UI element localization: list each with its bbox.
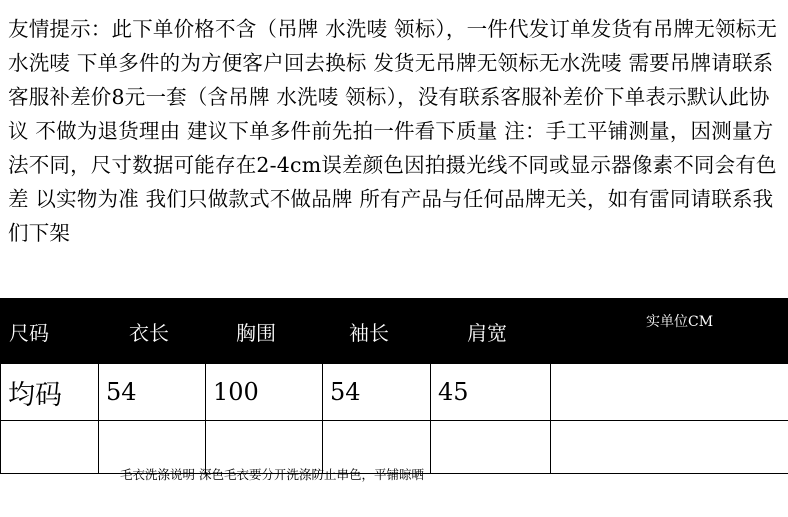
header-sleeve: 袖长 xyxy=(323,299,431,364)
size-table-header xyxy=(1,299,788,364)
cell-length: 54 xyxy=(99,364,206,421)
cell-sleeve: 54 xyxy=(323,364,431,421)
cell-unit xyxy=(551,364,788,421)
header-length: 衣长 xyxy=(99,299,206,364)
cell-empty xyxy=(1,421,99,474)
header-chest: 胸围 xyxy=(206,299,323,364)
table-row xyxy=(1,364,788,421)
cell-empty xyxy=(431,421,551,474)
cell-size: 均码 xyxy=(1,364,99,421)
cell-chest: 100 xyxy=(206,364,323,421)
notice-text: 友情提示：此下单价格不含（吊牌 水洗唛 领标），一件代发订单发货有吊牌无领标无水洗唛 下单多件的为方便客户回去换标 发货无吊牌无领标无水洗唛 需要吊牌请联系客服补差价8元一套（含吊牌 水洗唛 领标），没有联系客服补差价下单表示默认此协议 不做为退货理由 建议下单多件前先拍一件看下质量 注：手工平铺测量，因测量方法不同，尺寸数据可能存在2-4cm误差颜色因拍摄光线不同或显示器像素不同会有色差 以实物为准 我们只做款式不做品牌 所有产品与任何品牌无关，如有雷同请联系我们下架 xyxy=(8,17,778,245)
header-size: 尺码 xyxy=(1,299,99,364)
cell-shoulder: 45 xyxy=(431,364,551,421)
header-shoulder: 肩宽 xyxy=(431,299,551,364)
cell-empty xyxy=(551,421,788,474)
size-table xyxy=(0,298,788,474)
header-unit: 实单位CM xyxy=(551,299,788,364)
wash-instructions: 毛衣洗涤说明 深色毛衣要分开洗涤防止串色，平铺晾晒 xyxy=(120,467,424,482)
